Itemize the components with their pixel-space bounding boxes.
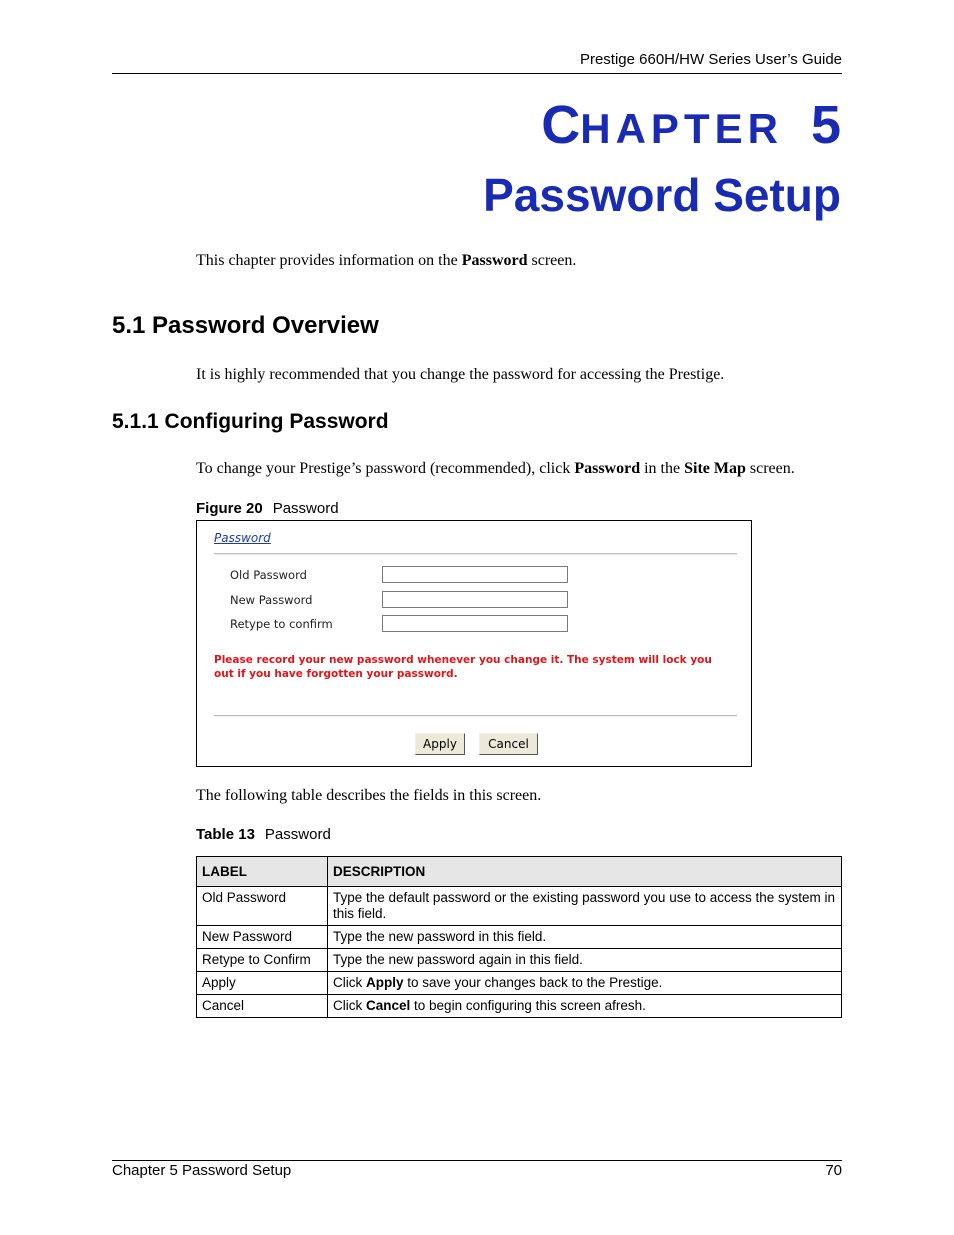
screen-bottom-rule	[214, 715, 737, 717]
header-rule	[112, 73, 842, 74]
intro-text-after: screen.	[527, 252, 577, 269]
row-label: Retype to Confirm	[197, 949, 328, 972]
cancel-button[interactable]: Cancel	[479, 733, 538, 755]
table-caption-label: Table 13	[196, 826, 255, 843]
section-heading-5-1: 5.1 Password Overview	[112, 312, 379, 339]
running-header: Prestige 660H/HW Series User’s Guide	[579, 51, 842, 68]
table-caption	[196, 826, 331, 843]
row-label: Cancel	[197, 995, 328, 1018]
paragraph-text-after: screen.	[745, 460, 795, 477]
desc-after: to save your changes back to the Prestige.	[403, 975, 663, 990]
paragraph-text-before: To change your Prestige’s password (recommended), click	[196, 460, 575, 477]
table-intro-paragraph: The following table describes the fields in this screen.	[196, 787, 542, 804]
desc-bold: Apply	[366, 975, 404, 990]
chapter-label	[541, 95, 841, 155]
password-fields-table	[196, 856, 842, 1018]
desc-before: Click	[333, 998, 366, 1013]
footer-rule	[112, 1160, 842, 1161]
footer-chapter-title: Chapter 5 Password Setup	[112, 1162, 292, 1179]
row-label: Old Password	[197, 887, 328, 926]
desc-bold: Cancel	[366, 998, 411, 1013]
figure-caption-label: Figure 20	[196, 500, 263, 517]
table-header-row	[197, 857, 842, 887]
intro-text-before: This chapter provides information on the	[196, 252, 462, 269]
figure-caption	[196, 500, 339, 517]
row-label: New Password	[197, 926, 328, 949]
paragraph-bold-site-map: Site Map	[684, 460, 746, 477]
row-description: Type the default password or the existing password you use to access the system in this field.	[328, 887, 842, 926]
screen-top-rule	[214, 553, 737, 555]
header-description: DESCRIPTION	[328, 857, 842, 887]
row-description: Type the new password in this field.	[328, 926, 842, 949]
row-description	[328, 995, 842, 1018]
desc-after: to begin configuring this screen afresh.	[410, 998, 646, 1013]
header-label: LABEL	[197, 857, 328, 887]
table-row	[197, 995, 842, 1018]
new-password-input[interactable]	[382, 591, 568, 608]
old-password-input[interactable]	[382, 566, 568, 583]
paragraph-bold-password: Password	[574, 460, 641, 477]
section-heading-5-1-1: 5.1.1 Configuring Password	[112, 410, 389, 433]
table-row	[197, 887, 842, 926]
chapter-label-rest: HAPTER	[580, 105, 783, 152]
table-caption-text: Password	[264, 826, 331, 843]
figure-caption-text: Password	[272, 500, 339, 517]
new-password-label: New Password	[230, 593, 313, 607]
chapter-number: 5	[810, 95, 841, 155]
section-5-1-paragraph: It is highly recommended that you change the password for accessing the Prestige.	[196, 366, 725, 383]
section-5-1-1-paragraph	[196, 460, 795, 478]
page-number: 70	[825, 1162, 842, 1179]
apply-button[interactable]: Apply	[415, 733, 465, 755]
retype-password-input[interactable]	[382, 615, 568, 632]
desc-before: Click	[333, 975, 366, 990]
password-screen-figure	[196, 520, 752, 767]
table-row	[197, 972, 842, 995]
retype-password-label: Retype to confirm	[230, 617, 333, 631]
screen-title: Password	[214, 531, 271, 545]
row-description: Type the new password again in this field.	[328, 949, 842, 972]
chapter-label-initial: C	[541, 95, 581, 155]
paragraph-text-mid: in the	[640, 460, 685, 477]
row-description	[328, 972, 842, 995]
password-warning: Please record your new password whenever you change it. The system will lock you out if you have forgotten your password.	[214, 654, 712, 680]
row-label: Apply	[197, 972, 328, 995]
old-password-label: Old Password	[230, 568, 307, 582]
chapter-title: Password Setup	[483, 169, 841, 221]
intro-text-bold: Password	[461, 252, 528, 269]
table-row	[197, 926, 842, 949]
intro-paragraph	[196, 252, 576, 270]
table-row	[197, 949, 842, 972]
